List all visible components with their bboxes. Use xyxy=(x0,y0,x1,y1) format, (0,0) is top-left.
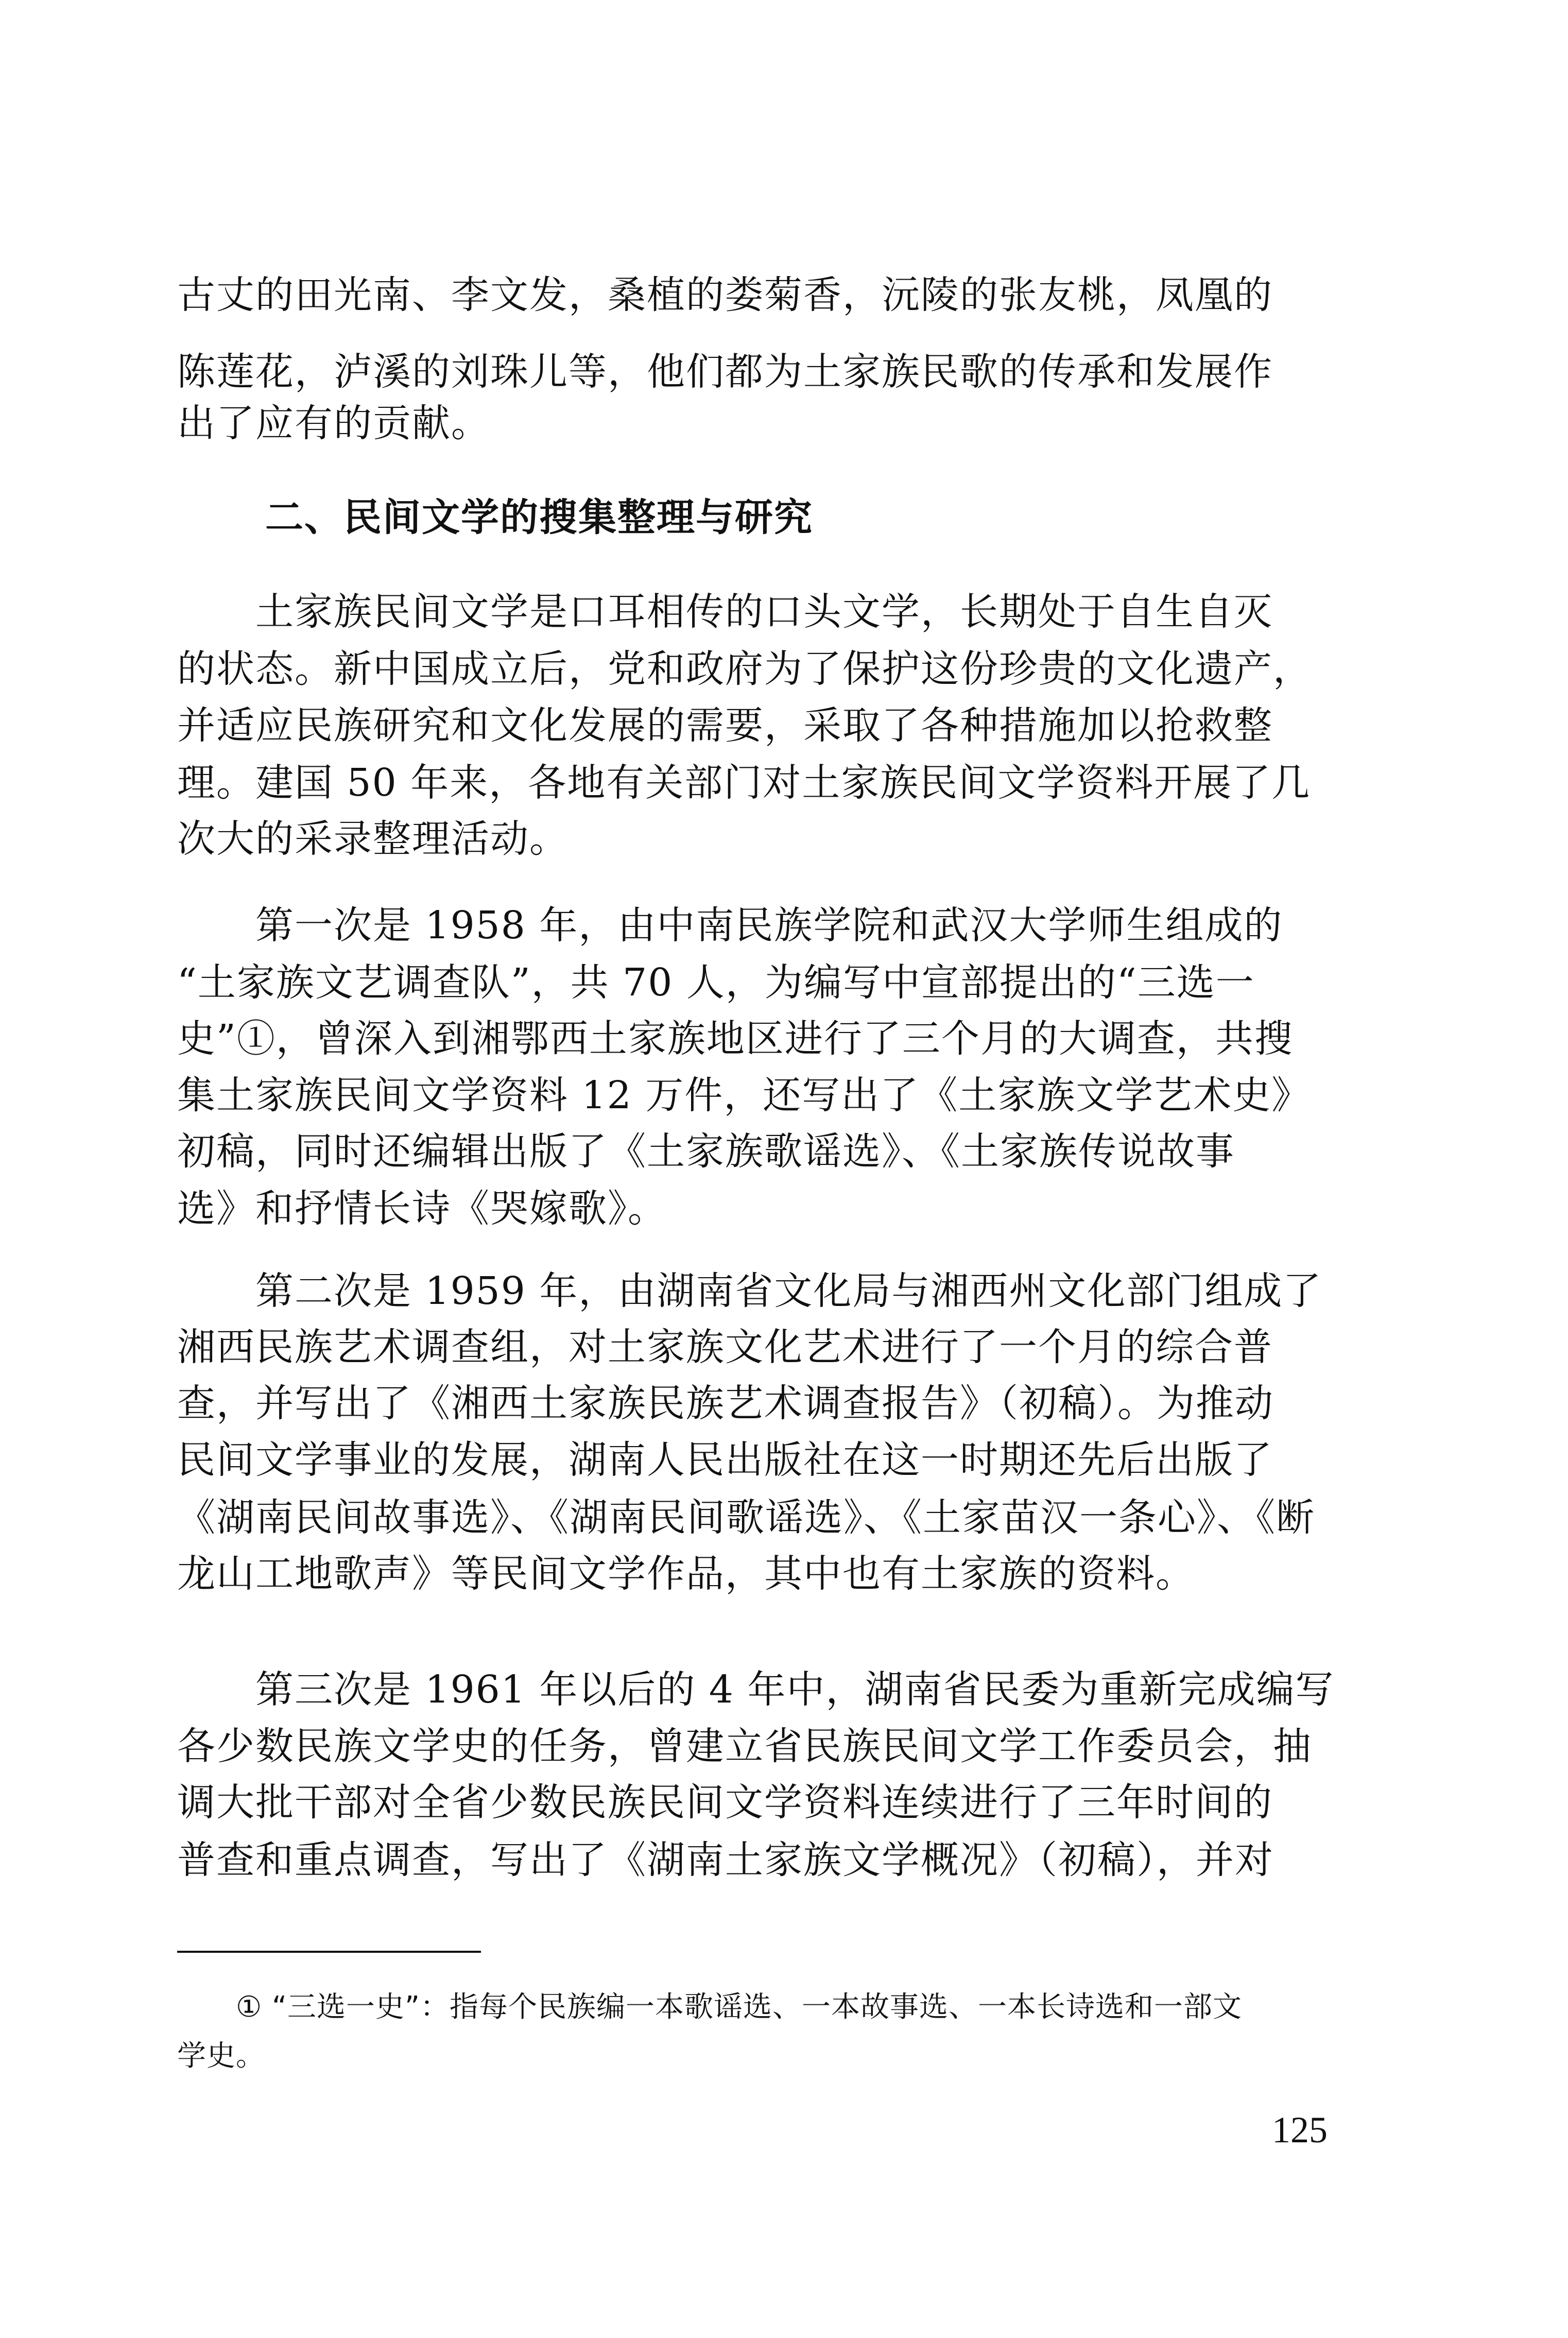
body-line: 陈莲花，泸溪的刘珠儿等，他们都为土家族民歌的传承和发展作 xyxy=(177,350,1273,394)
body-line: 各少数民族文学史的任务，曾建立省民族民间文学工作委员会，抽 xyxy=(177,1724,1312,1768)
body-line: 理。建国 50 年来，各地有关部门对土家族民间文学资料开展了几 xyxy=(177,761,1311,805)
body-line: 调大批干部对全省少数民族民间文学资料连续进行了三年时间的 xyxy=(177,1780,1273,1825)
body-line: 史”①，曾深入到湘鄂西土家族地区进行了三个月的大调查，共搜 xyxy=(177,1017,1294,1061)
footnote-line: ① “三选一史”：指每个民族编一本歌谣选、一本故事选、一本长诗选和一部文 xyxy=(177,1990,1243,2024)
section-heading: 二、民间文学的搜集整理与研究 xyxy=(265,495,813,540)
body-line: 民间文学事业的发展，湖南人民出版社在这一时期还先后出版了 xyxy=(177,1438,1273,1482)
body-line: 初稿，同时还编辑出版了《土家族歌谣选》、《土家族传说故事 xyxy=(177,1129,1235,1174)
body-line: 第一次是 1958 年，由中南民族学院和武汉大学师生组成的 xyxy=(177,903,1283,948)
body-line: 集土家族民间文学资料 12 万件，还写出了《土家族文学艺术史》 xyxy=(177,1073,1311,1118)
body-line: 土家族民间文学是口耳相传的口头文学，长期处于自生自灭 xyxy=(177,590,1273,634)
body-line: 龙山工地歌声》等民间文学作品，其中也有土家族的资料。 xyxy=(177,1552,1195,1596)
body-line: 湘西民族艺术调查组，对土家族文化艺术进行了一个月的综合普 xyxy=(177,1325,1273,1369)
body-line: 出了应有的贡献。 xyxy=(177,401,490,445)
body-line: 第三次是 1961 年以后的 4 年中，湖南省民委为重新完成编写 xyxy=(177,1667,1335,1712)
body-line: 第二次是 1959 年，由湖南省文化局与湘西州文化部门组成了 xyxy=(177,1269,1322,1313)
footnote-line: 学史。 xyxy=(177,2039,265,2073)
body-line: 《湖南民间故事选》、《湖南民间歌谣选》、《土家苗汉一条心》、《断 xyxy=(177,1495,1315,1540)
page-number: 125 xyxy=(1272,2109,1328,2151)
body-line: “土家族文艺调查队”，共 70 人，为编写中宣部提出的“三选一 xyxy=(177,960,1255,1005)
body-line: 的状态。新中国成立后，党和政府为了保护这份珍贵的文化遗产， xyxy=(177,647,1312,691)
body-line: 古丈的田光南、李文发，桑植的娄菊香，沅陵的张友桃，凤凰的 xyxy=(177,273,1273,317)
footnote-divider xyxy=(177,1951,481,1953)
body-line: 并适应民族研究和文化发展的需要，采取了各种措施加以抢救整 xyxy=(177,703,1273,748)
body-line: 选》和抒情长诗《哭嫁歌》。 xyxy=(177,1187,667,1231)
body-line: 普查和重点调查，写出了《湖南土家族文学概况》（初稿），并对 xyxy=(177,1838,1274,1882)
body-line: 查，并写出了《湘西土家族民族艺术调查报告》（初稿）。为推动 xyxy=(177,1381,1274,1425)
body-line: 次大的采录整理活动。 xyxy=(177,817,568,861)
